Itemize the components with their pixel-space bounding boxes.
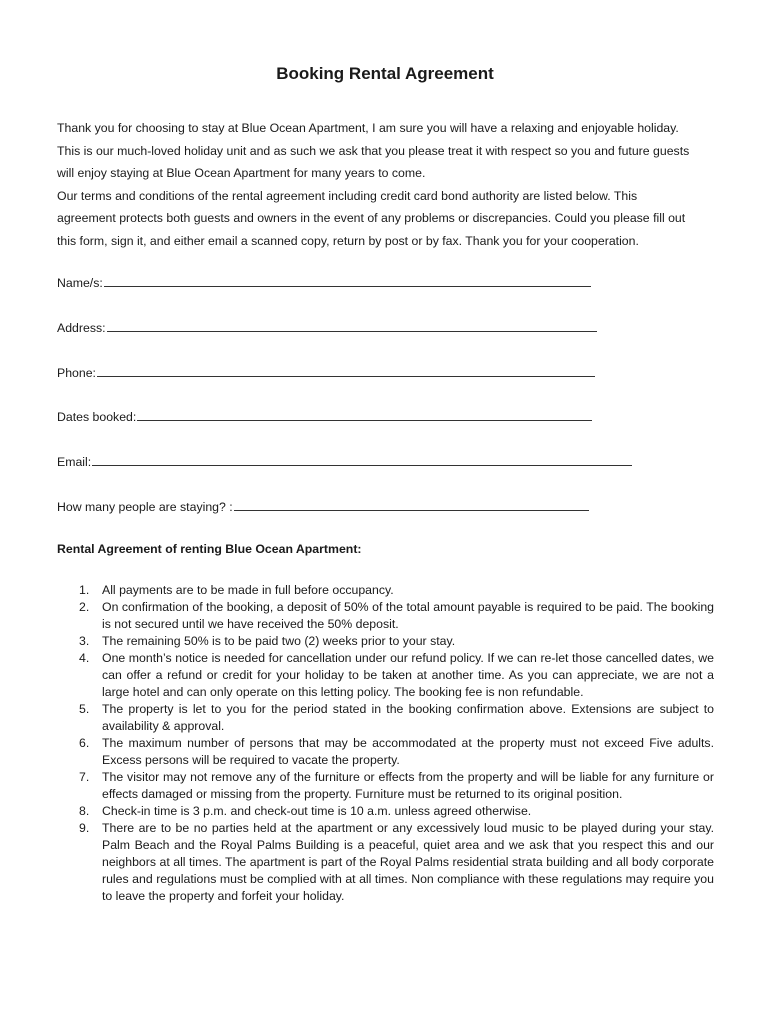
intro-line: Thank you for choosing to stay at Blue Ocean Apartment, I am sure you will have a relaxing and enjoyable holiday. xyxy=(57,121,679,135)
list-item-text: The maximum number of persons that may be accommodated at the property must not exceed Five adults. Excess persons will be required to vacate the property. xyxy=(102,736,714,767)
list-item-number: 1. xyxy=(79,583,90,597)
list-item-number: 6. xyxy=(79,736,90,750)
list-item-text: One month’s notice is needed for cancellation under our refund policy. If we can re-let those cancelled dates, we can offer a refund or credit for your holiday to be taken at another time. As you can appreciate, we are not a large hotel and can only operate on this letting policy. The booking fee is non refundable. xyxy=(102,651,714,699)
intro-line: will enjoy staying at Blue Ocean Apartment for many years to come. xyxy=(57,166,426,181)
list-item xyxy=(57,820,714,905)
intro-line: this form, sign it, and either email a scanned copy, return by post or by fax. Thank you for your cooperation. xyxy=(57,233,639,248)
list-item-number: 8. xyxy=(79,804,90,818)
list-item xyxy=(57,735,714,769)
names-label: Name/s: xyxy=(57,276,103,290)
list-item-number: 5. xyxy=(79,702,90,716)
terms-list xyxy=(57,582,714,905)
address-label: Address: xyxy=(57,321,106,335)
list-item-number: 7. xyxy=(79,770,90,784)
dates-booked-field[interactable] xyxy=(57,408,592,424)
list-item-text: All payments are to be made in full before occupancy. xyxy=(102,583,394,597)
list-item-text: Check-in time is 3 p.m. and check-out time is 10 a.m. unless agreed otherwise. xyxy=(102,804,532,818)
phone-field[interactable] xyxy=(57,364,595,380)
list-item-text: The remaining 50% is to be paid two (2) weeks prior to your stay. xyxy=(102,634,456,648)
list-item xyxy=(57,599,714,633)
list-item xyxy=(57,769,714,803)
dates-booked-input-line[interactable] xyxy=(137,408,592,421)
phone-label: Phone: xyxy=(57,366,96,380)
intro-line: This is our much-loved holiday unit and as such we ask that you please treat it with respect so you and future guests xyxy=(57,143,690,158)
list-item-text: The property is let to you for the period stated in the booking confirmation above. Extensions are subject to availability & approval. xyxy=(102,702,714,733)
page-title: Booking Rental Agreement xyxy=(276,64,494,83)
names-field[interactable] xyxy=(57,274,591,290)
list-item xyxy=(57,650,714,701)
names-input-line[interactable] xyxy=(104,274,591,287)
list-item-number: 2. xyxy=(79,600,90,614)
list-item xyxy=(57,582,714,599)
list-item-number: 3. xyxy=(79,634,90,648)
dates-booked-label: Dates booked: xyxy=(57,410,137,424)
people-staying-input-line[interactable] xyxy=(234,498,589,511)
section-title: Rental Agreement of renting Blue Ocean Apartment: xyxy=(57,542,362,556)
email-input-line[interactable] xyxy=(92,453,632,466)
intro-line: Our terms and conditions of the rental agreement including credit card bond authority are listed below. This xyxy=(57,188,638,203)
list-item xyxy=(57,701,714,735)
list-item-text: On confirmation of the booking, a deposit of 50% of the total amount payable is required to be paid. The booking is not secured until we have received the 50% deposit. xyxy=(102,600,714,631)
people-staying-label: How many people are staying? : xyxy=(57,500,233,514)
list-item xyxy=(57,803,714,820)
email-field[interactable] xyxy=(57,453,632,469)
list-item-number: 9. xyxy=(79,821,90,835)
list-item-text: The visitor may not remove any of the furniture or effects from the property and will be liable for any furniture or effects damaged or missing from the property. Furniture must be returned to its original position. xyxy=(102,770,714,801)
list-item-text: There are to be no parties held at the apartment or any excessively loud music to be played during your stay. Palm Beach and the Royal Palms Building is a peaceful, quiet area and we ask that you respect this and our neighbors at all times. The apartment is part of the Royal Palms residential strata building and all body corporate rules and regulations must be complied with at all times. Non compliance with these regulations may require you to leave the property and forfeit your holiday. xyxy=(102,821,714,903)
list-item-number: 4. xyxy=(79,651,90,665)
address-input-line[interactable] xyxy=(107,319,597,332)
phone-input-line[interactable] xyxy=(97,364,595,377)
address-field[interactable] xyxy=(57,319,597,335)
intro-paragraph xyxy=(57,117,717,253)
email-label: Email: xyxy=(57,455,92,469)
intro-line: agreement protects both guests and owners in the event of any problems or discrepancies. Could you please fill out xyxy=(57,211,686,226)
people-staying-field[interactable] xyxy=(57,498,589,514)
list-item xyxy=(57,633,714,650)
